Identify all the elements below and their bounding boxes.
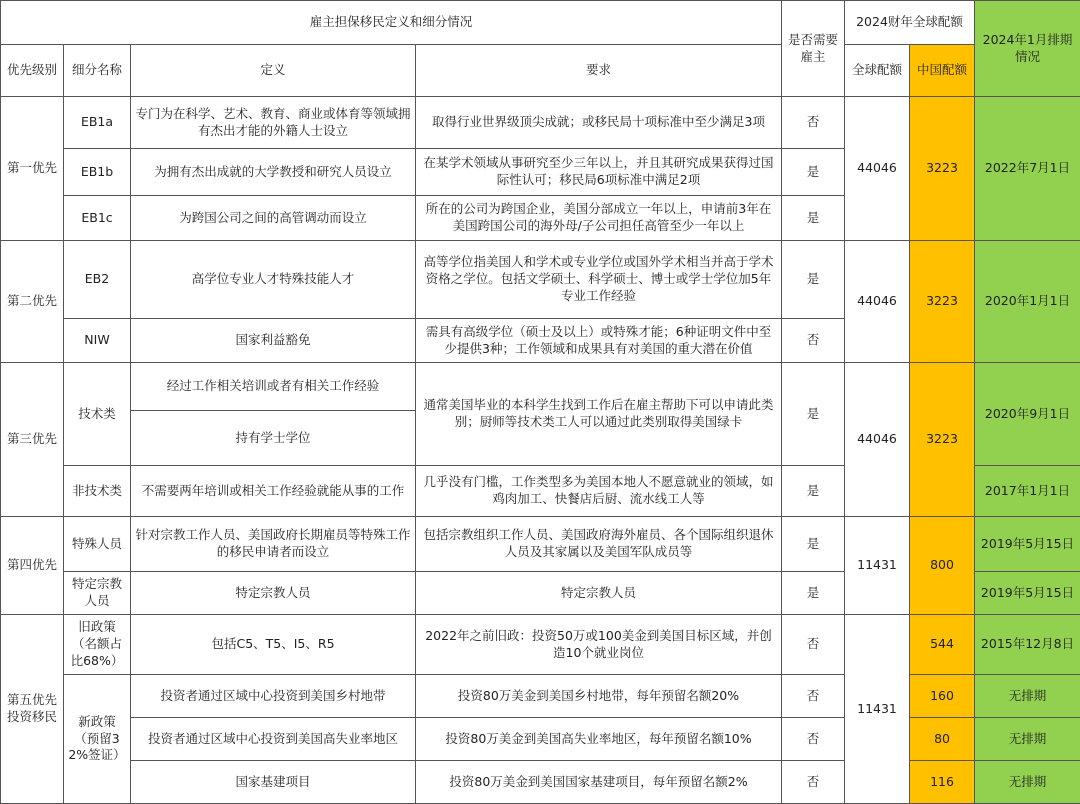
priority-eb4: 第四优先	[1, 517, 64, 615]
req-tech: 通常美国毕业的本科学生找到工作后在雇主帮助下可以申请此类别；厨师等技术类工人可以通过此类别取得美国绿卡	[416, 363, 782, 466]
def-old-policy: 包括C5、T5、I5、R5	[131, 615, 416, 675]
sub-old-policy: 旧政策（名额占比68%）	[64, 615, 131, 675]
sub-religious: 特定宗教人员	[64, 572, 131, 615]
china-old-policy: 544	[910, 615, 975, 675]
table-row	[1, 517, 1080, 572]
employer-eb2: 是	[782, 241, 845, 319]
employer-special: 是	[782, 517, 845, 572]
table-title: 雇主担保移民定义和细分情况	[1, 1, 782, 45]
sub-eb1b: EB1b	[64, 149, 131, 196]
table-row	[1, 718, 1080, 761]
global-eb5: 11431	[845, 615, 910, 804]
wait-status-header: 2024年1月排期情况	[975, 1, 1080, 97]
global-eb1: 44046	[845, 97, 910, 241]
quota-group-header: 2024财年全球配额	[845, 1, 975, 45]
china-infrastructure: 116	[910, 761, 975, 804]
employer-eb1b: 是	[782, 149, 845, 196]
priority-eb1: 第一优先	[1, 97, 64, 241]
def-eb1b: 为拥有杰出成就的大学教授和研究人员设立	[131, 149, 416, 196]
global-eb3: 44046	[845, 363, 910, 517]
china-eb2: 3223	[910, 241, 975, 363]
china-rural: 160	[910, 675, 975, 718]
priority-eb2: 第二优先	[1, 241, 64, 363]
china-eb3: 3223	[910, 363, 975, 517]
req-rural: 投资80万美金到美国乡村地带，每年预留名额20%	[416, 675, 782, 718]
req-eb1b: 在某学术领域从事研究至少三年以上，并且其研究成果获得过国际性认可；移民局6项标准中满足2项	[416, 149, 782, 196]
def-special: 针对宗教工作人员、美国政府长期雇员等特殊工作的移民申请者而设立	[131, 517, 416, 572]
china-eb4: 800	[910, 517, 975, 615]
employer-religious: 是	[782, 572, 845, 615]
wait-rural: 无排期	[975, 675, 1080, 718]
sub-niw: NIW	[64, 319, 131, 363]
table-row	[1, 241, 1080, 319]
sub-eb1a: EB1a	[64, 97, 131, 149]
sub-eb2: EB2	[64, 241, 131, 319]
def-tech-training: 经过工作相关培训或者有相关工作经验	[131, 363, 416, 411]
employer-infrastructure: 否	[782, 761, 845, 804]
need-employer-header: 是否需要雇主	[782, 1, 845, 97]
priority-eb5: 第五优先投资移民	[1, 615, 64, 804]
def-unemployment: 投资者通过区域中心投资到美国高失业率地区	[131, 718, 416, 761]
def-niw: 国家利益豁免	[131, 319, 416, 363]
def-eb1c: 为跨国公司之间的高管调动而设立	[131, 196, 416, 241]
wait-religious: 2019年5月15日	[975, 572, 1080, 615]
priority-eb3: 第三优先	[1, 363, 64, 517]
employer-eb1c: 是	[782, 196, 845, 241]
employer-rural: 否	[782, 675, 845, 718]
req-eb2: 高等学位指美国人和学术或专业学位或国外学术相当并高于学术资格之学位。包括文学硕士、科学硕士、博士或学士学位加5年专业工作经验	[416, 241, 782, 319]
sub-tech: 技术类	[64, 363, 131, 466]
sub-nontech: 非技术类	[64, 466, 131, 517]
global-eb2: 44046	[845, 241, 910, 363]
global-eb4: 11431	[845, 517, 910, 615]
wait-eb2: 2020年1月1日	[975, 241, 1080, 363]
sub-new-policy: 新政策（预留32%签证）	[64, 675, 131, 804]
table-row	[1, 675, 1080, 718]
def-eb1a: 专门为在科学、艺术、教育、商业或体育等领域拥有杰出才能的外籍人士设立	[131, 97, 416, 149]
req-religious: 特定宗教人员	[416, 572, 782, 615]
employer-eb1a: 否	[782, 97, 845, 149]
wait-old-policy: 2015年12月8日	[975, 615, 1080, 675]
def-tech-degree: 持有学士学位	[131, 411, 416, 466]
china-eb1: 3223	[910, 97, 975, 241]
global-quota-header: 全球配额	[845, 45, 910, 97]
china-quota-header: 中国配额	[910, 45, 975, 97]
china-unemployment: 80	[910, 718, 975, 761]
table-row	[1, 761, 1080, 804]
wait-infrastructure: 无排期	[975, 761, 1080, 804]
sub-eb1c: EB1c	[64, 196, 131, 241]
wait-tech: 2020年9月1日	[975, 363, 1080, 466]
req-nontech: 几乎没有门槛，工作类型多为美国本地人不愿意就业的领域，如鸡肉加工、快餐店后厨、流水线工人等	[416, 466, 782, 517]
table-row	[1, 97, 1080, 149]
definition-header: 定义	[131, 45, 416, 97]
def-infrastructure: 国家基建项目	[131, 761, 416, 804]
wait-unemployment: 无排期	[975, 718, 1080, 761]
req-unemployment: 投资80万美金到美国高失业率地区，每年预留名额10%	[416, 718, 782, 761]
employer-old-policy: 否	[782, 615, 845, 675]
employer-tech: 是	[782, 363, 845, 466]
req-special: 包括宗教组织工作人员、美国政府海外雇员、各个国际组织退休人员及其家属以及美国军队成员等	[416, 517, 782, 572]
employer-unemployment: 否	[782, 718, 845, 761]
sub-special: 特殊人员	[64, 517, 131, 572]
req-niw: 需具有高级学位（硕士及以上）或特殊才能；6种证明文件中至少提供3种；工作领域和成果具有对美国的重大潜在价值	[416, 319, 782, 363]
def-eb2: 高学位专业人才特殊技能人才	[131, 241, 416, 319]
def-nontech: 不需要两年培训或相关工作经验就能从事的工作	[131, 466, 416, 517]
req-old-policy: 2022年之前旧政：投资50万或100美金到美国目标区域，并创造10个就业岗位	[416, 615, 782, 675]
wait-special: 2019年5月15日	[975, 517, 1080, 572]
employer-nontech: 是	[782, 466, 845, 517]
wait-nontech: 2017年1月1日	[975, 466, 1080, 517]
subcategory-header: 细分名称	[64, 45, 131, 97]
requirement-header: 要求	[416, 45, 782, 97]
priority-header: 优先级别	[1, 45, 64, 97]
def-religious: 特定宗教人员	[131, 572, 416, 615]
table-row	[1, 363, 1080, 411]
req-eb1c: 所在的公司为跨国企业，美国分部成立一年以上，申请前3年在美国跨国公司的海外母/子公司担任高管至少一年以上	[416, 196, 782, 241]
wait-eb1: 2022年7月1日	[975, 97, 1080, 241]
req-infrastructure: 投资80万美金到美国国家基建项目，每年预留名额2%	[416, 761, 782, 804]
table-row	[1, 615, 1080, 675]
def-rural: 投资者通过区域中心投资到美国乡村地带	[131, 675, 416, 718]
req-eb1a: 取得行业世界级顶尖成就；或移民局十项标准中至少满足3项	[416, 97, 782, 149]
employer-niw: 否	[782, 319, 845, 363]
